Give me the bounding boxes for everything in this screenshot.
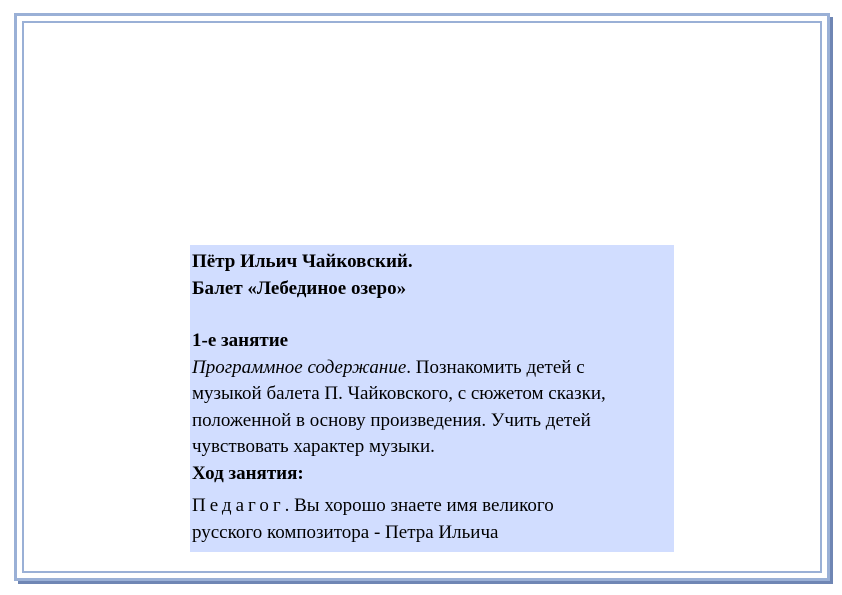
slide-shadow-bottom [18, 581, 833, 584]
teacher-line-2: русского композитора - Петра Ильича [192, 521, 499, 543]
teacher-line-1-text: . Вы хорошо знаете имя великого [284, 495, 554, 516]
lesson-heading: 1-е занятие [192, 330, 289, 351]
title-line-2: Балет «Лебединое озеро» [192, 277, 407, 299]
title-line-1: Пётр Ильич Чайковский. [192, 251, 413, 272]
blank-line [192, 302, 674, 328]
program-paragraph-line-3: положенной в основу произведения. Учить детей [192, 409, 591, 431]
teacher-paragraph [192, 493, 674, 546]
program-line-1-text: . Познакомить детей с [406, 356, 585, 378]
slide-shadow-right [830, 17, 833, 583]
teacher-label: Педагог [192, 495, 285, 516]
program-paragraph-line-1 [192, 355, 674, 382]
course-heading: Ход занятия: [192, 462, 304, 484]
program-paragraph-line-4: чувствовать характер музыки. [192, 436, 435, 457]
program-paragraph-line-2: музыкой балета П. Чайковского, с сюжетом сказки, [192, 383, 606, 404]
teacher-line-1 [192, 493, 674, 520]
lesson-text-box [190, 245, 674, 552]
program-label: Программное содержание [192, 356, 407, 378]
